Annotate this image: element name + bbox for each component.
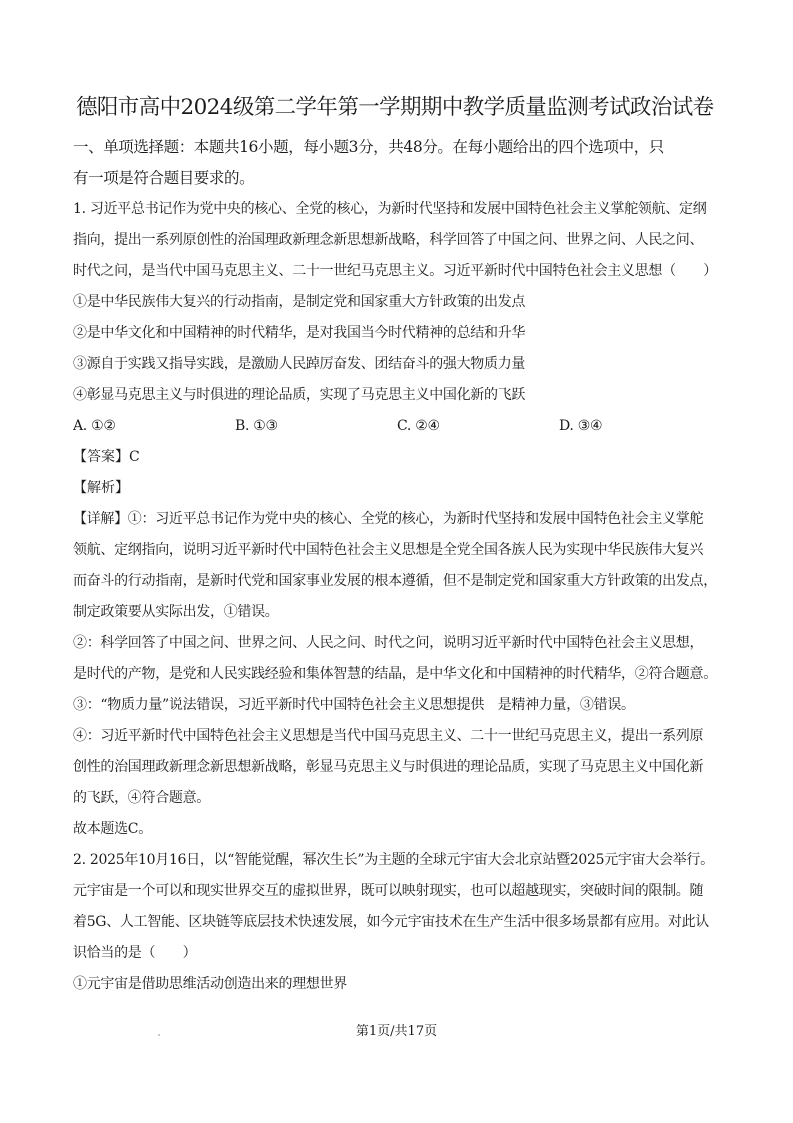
answer-label: 【答案】C [73,449,140,465]
question-stem-line: 指向，提出一系列原创性的治国理政新理念新思想新战略，科学回答了中国之问、世界之问、人民之问、 [73,232,704,248]
explanation-line: 领航、定纲指向，说明习近平新时代中国特色社会主义思想是全党全国各族人民为实现中华民族伟大复兴 [73,542,704,558]
option-b: B. ①③ [235,418,278,434]
question-1 [73,194,733,845]
section-heading-continued: 有一项是符合题目要求的。 [73,169,255,187]
question-stem-line: 1. 习近平总书记作为党中央的核心、全党的核心，为新时代坚持和发展中国特色社会主义掌舵领航、定纲 [73,201,707,217]
statement-item: ③源自于实践又指导实践，是激励人民踔厉奋发、团结奋斗的强大物质力量 [73,356,526,372]
explanation-line: 的飞跃，④符合题意。 [73,790,210,806]
question-stem-line: 元宇宙是一个可以和现实世界交互的虚拟世界，既可以映射现实，也可以超越现实，突破时间的限制。随 [73,883,704,899]
option-c: C. ②④ [397,418,440,434]
explanation-line: 创性的治国理政新理念新思想新战略，彰显马克思主义与时俱进的理论品质，实现了马克思主义中国化新 [73,759,704,775]
explanation-line: ③：“物质力量”说法错误，习近平新时代中国特色社会主义思想提供 是精神力量，③错误。 [73,697,635,713]
question-stem-line: 识恰当的是（ ） [73,945,197,961]
analysis-label: 【解析】 [73,480,129,496]
explanation-line: ④：习近平新时代中国特色社会主义思想是当代中国马克思主义、二十一世纪马克思主义，提出一系列原 [73,728,704,744]
statement-item: ①是中华民族伟大复兴的行动指南，是制定党和国家重大方针政策的出发点 [73,294,526,310]
statement-item: ②是中华文化和中国精神的时代精华，是对我国当今时代精神的总结和升华 [73,325,526,341]
statement-item: ①元宇宙是借助思维活动创造出来的理想世界 [73,976,347,992]
explanation-line: 而奋斗的行动指南，是新时代党和国家事业发展的根本遵循，但不是制定党和国家重大方针政策的出发点， [73,573,717,589]
explanation-line: 制定政策要从实际出发，①错误。 [73,604,279,620]
explanation-line: 【详解】①：习近平总书记作为党中央的核心、全党的核心，为新时代坚持和发展中国特色社会主义掌舵 [73,511,704,527]
option-d: D. ③④ [559,418,603,434]
exam-title: 德阳市高中2024级第二学年第一学期期中教学质量监测考试政治试卷 [76,95,714,120]
question-stem-line: 2. 2025年10月16日，以“智能觉醒，幂次生长”为主题的全球元宇宙大会北京站暨2025元宇宙大会举行。 [73,852,714,868]
page-number-footer: 第1页/共17页 [355,1024,438,1039]
section-heading: 一、单项选择题：本题共16小题，每小题3分，共48分。在每小题给出的四个选项中，只 [73,138,664,156]
option-a: A. ①② [73,418,116,434]
answer-options [73,411,733,442]
question-stem-line: 时代之问，是当代中国马克思主义、二十一世纪马克思主义。习近平新时代中国特色社会主义思想（ ） [73,263,717,279]
question-2 [73,845,733,1000]
question-stem-line: 着5G、人工智能、区块链等底层技术快速发展，如今元宇宙技术在生产生活中很多场景都有应用。对此认 [73,914,709,930]
explanation-line: 是时代的产物，是党和人民实践经验和集体智慧的结晶，是中华文化和中国精神的时代精华，②符合题意。 [73,666,717,682]
statement-item: ④彰显马克思主义与时俱进的理论品质，实现了马克思主义中国化新的飞跃 [73,387,526,403]
conclusion-line: 故本题选C。 [73,821,152,837]
explanation-line: ②：科学回答了中国之问、世界之问、人民之问、时代之问，说明习近平新时代中国特色社会主义思想， [73,635,704,651]
exam-content [73,132,733,1000]
